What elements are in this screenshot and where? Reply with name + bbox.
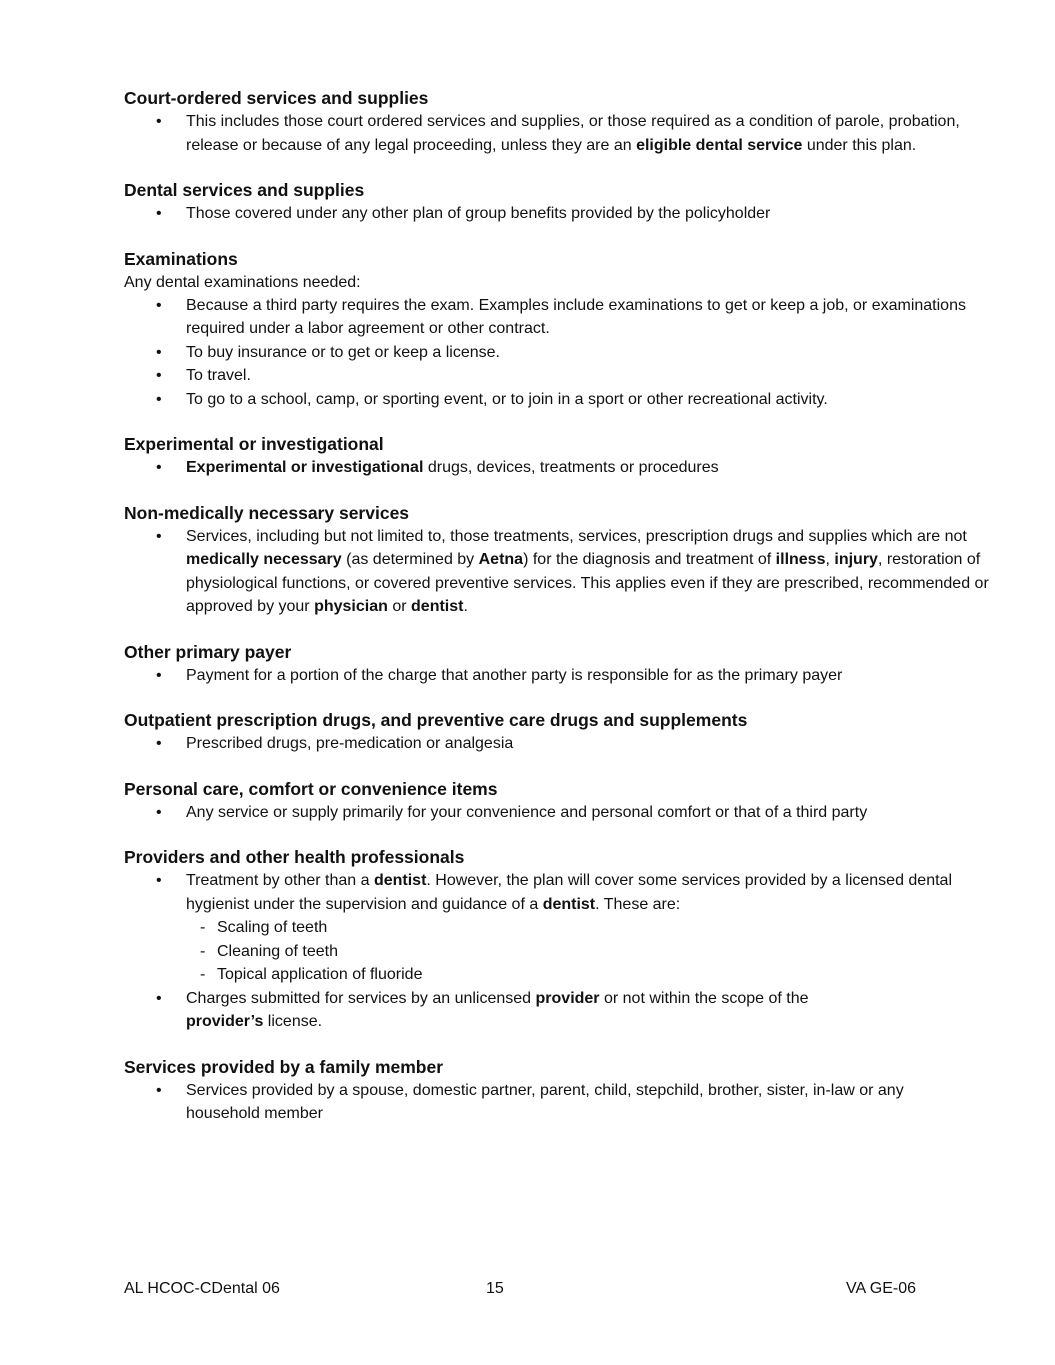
section-heading: Other primary payer (124, 641, 292, 662)
bullet-list (124, 1079, 994, 1126)
bullet-list (124, 664, 994, 688)
section-non-medically-necessary (124, 501, 994, 619)
bullet-item: • Because a third party requires the exam. Examples include examinations to get or keep a job, or examinations required under a labor agreement or other contract. (124, 294, 994, 341)
section-heading: Court-ordered services and supplies (124, 88, 429, 108)
section-experimental (124, 432, 994, 480)
section-dental-services (124, 178, 994, 226)
defined-term: eligible dental service (636, 136, 803, 154)
defined-term: Aetna (478, 551, 524, 568)
defined-term: Experimental or investigational (186, 459, 424, 476)
dash-item: - Cleaning of teeth (186, 940, 994, 964)
bullet-list (124, 869, 994, 1034)
section-heading: Services provided by a family member (124, 1056, 444, 1077)
section-court-ordered (124, 86, 994, 157)
bullet-item: • Those covered under any other plan of group benefits provided by the policyholder (124, 202, 994, 226)
document-page (124, 86, 994, 1147)
section-family-member (124, 1055, 994, 1126)
defined-term: illness (775, 551, 826, 568)
defined-term: physician (314, 598, 388, 615)
section-heading: Dental services and supplies (124, 180, 365, 200)
bullet-item: • This includes those court ordered services and supplies, or those required as a condition of parole, probation, release or because of any legal proceeding, unless they are an eligible dental service under this plan. (124, 110, 994, 157)
section-other-primary-payer (124, 640, 994, 688)
section-heading: Outpatient prescription drugs, and preventive care drugs and supplements (124, 710, 748, 730)
bullet-item: • To buy insurance or to get or keep a license. (124, 341, 994, 365)
defined-term: provider (535, 989, 600, 1007)
footer-form-code: VA GE-06 (846, 1280, 916, 1297)
bullet-item: • Charges submitted for services by an unlicensed provider or not within the scope of the provider’s license. (124, 987, 994, 1034)
bullet-list (124, 456, 994, 480)
defined-term: dentist (411, 598, 464, 615)
section-heading: Non-medically necessary services (124, 502, 410, 523)
bullet-item: • Any service or supply primarily for your convenience and personal comfort or that of a third party (124, 801, 994, 825)
bullet-list (124, 202, 994, 226)
defined-term: medically necessary (186, 551, 342, 568)
bullet-item: • To go to a school, camp, or sporting event, or to join in a sport or other recreational activity. (124, 388, 994, 412)
defined-term: provider’s (186, 1013, 264, 1030)
bullet-item: • Experimental or investigational drugs, devices, treatments or procedures (124, 456, 994, 480)
section-intro: Any dental examinations needed: (124, 273, 361, 291)
bullet-list (124, 801, 994, 825)
defined-term: dentist (373, 872, 427, 889)
footer-document-code: AL HCOC-CDental 06 (124, 1280, 280, 1297)
bullet-item: • Prescribed drugs, pre-medication or analgesia (124, 732, 994, 756)
bullet-item: • Payment for a portion of the charge that another party is responsible for as the primary payer (124, 664, 994, 688)
bullet-item: • Services provided by a spouse, domestic partner, parent, child, stepchild, brother, sister, in-law or any household member (124, 1079, 994, 1126)
section-personal-care (124, 777, 994, 825)
page-footer (124, 1280, 916, 1304)
section-providers (124, 845, 994, 1034)
dash-list (186, 916, 994, 987)
dash-item: - Topical application of fluoride (186, 963, 994, 987)
bullet-list (124, 294, 994, 412)
dash-item: - Scaling of teeth (186, 916, 994, 940)
page-number: 15 (486, 1280, 504, 1297)
bullet-list (124, 525, 994, 619)
section-heading: Experimental or investigational (124, 434, 384, 454)
bullet-list (124, 110, 994, 157)
bullet-item: • Services, including but not limited to, those treatments, services, prescription drugs and supplies which are not medically necessary (as determined by Aetna) for the diagnosis and treatment of illness, injury, restoration of physiological functions, or covered preventive services. This applies even if they are prescribed, recommended or approved by your physician or dentist. (124, 525, 994, 619)
bullet-list (124, 732, 994, 756)
section-heading: Personal care, comfort or convenience items (124, 778, 498, 799)
section-heading: Providers and other health professionals (124, 847, 465, 867)
defined-term: injury (834, 551, 878, 568)
defined-term: dentist (542, 895, 596, 913)
section-heading: Examinations (124, 248, 238, 269)
bullet-item: • To travel. (124, 364, 994, 388)
section-outpatient-drugs (124, 708, 994, 756)
bullet-item: • Treatment by other than a dentist. However, the plan will cover some services provided by a licensed dental hygienist under the supervision and guidance of a dentist. These are: - Scaling of teeth - Cleaning of teeth - Topical application of fluoride (124, 869, 994, 987)
section-examinations (124, 247, 994, 412)
